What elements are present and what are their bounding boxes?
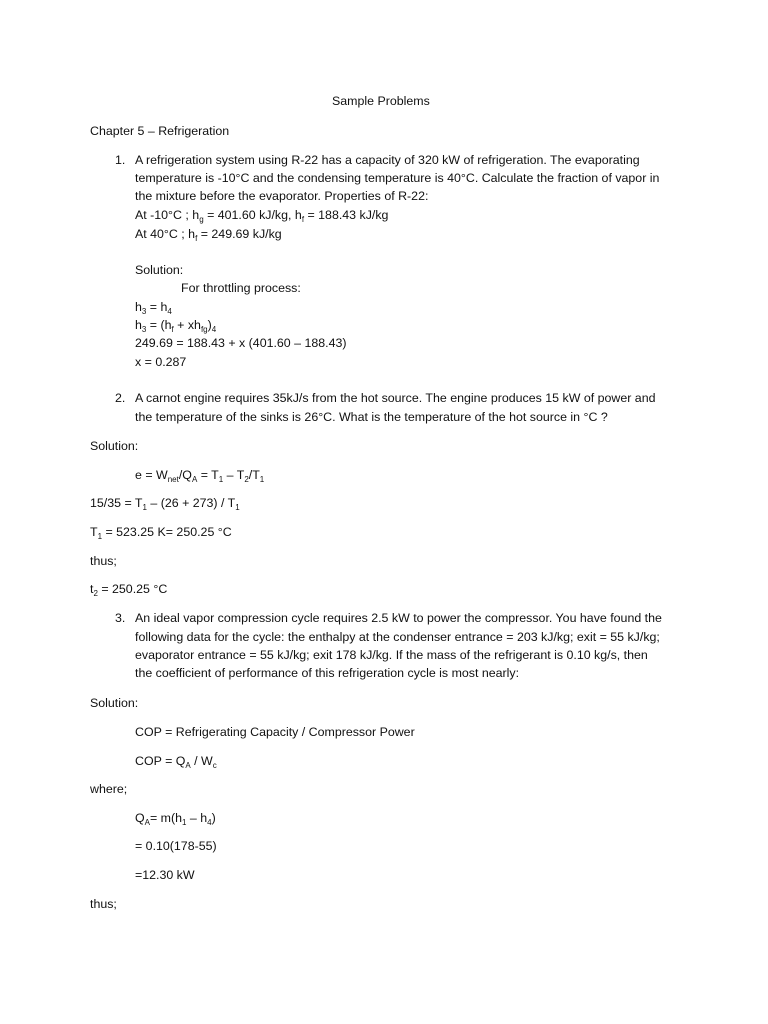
- process-label: For throttling process:: [181, 281, 301, 295]
- equation: COP = $Q_A / W_c$: [135, 754, 217, 770]
- thus-label: thus;: [90, 897, 117, 911]
- solution-label: Solution:: [90, 696, 139, 710]
- property-line: At -10°C ; $h_g = 401.60$ kJ/kg, $h_f = 188.43$ kJ/kg: [135, 208, 389, 224]
- equation: COP = Refrigerating Capacity / Compressor Power: [135, 725, 415, 739]
- problem-text-line: temperature is -10°C and the condensing temperature is 40°C. Calculate the fraction of vapor in: [135, 171, 660, 185]
- problem-text-line: A carnot engine requires 35kJ/s from the hot source. The engine produces 15 kW of power and: [135, 391, 656, 405]
- where-label: where;: [90, 782, 128, 796]
- problem-text-line: following data for the cycle: the enthalpy at the condenser entrance = 203 kJ/kg; exit = 55 kJ/kg;: [135, 630, 660, 644]
- problem-text-line: evaporator entrance = 55 kJ/kg; exit 178 kJ/kg. If the mass of the refrigerant is 0.10 kg/s, then: [135, 648, 648, 662]
- solution-label: Solution:: [90, 439, 139, 453]
- problem-number: 3.: [115, 611, 126, 625]
- equation: $T_1 = 523.25$ K= 250.25 °C: [90, 525, 232, 541]
- equation: $15/35 = T_1 - (26 + 273) / T_1$: [90, 496, 240, 512]
- equation: x = 0.287: [135, 355, 187, 369]
- problem-text-line: the mixture before the evaporator. Properties of R-22:: [135, 189, 429, 203]
- equation: $t_2 = 250.25$ °C: [90, 582, 168, 598]
- thus-label: thus;: [90, 554, 117, 568]
- equation: $h_3 = (h_f + xh_{fg})_4$: [135, 318, 217, 334]
- equation: =12.30 kW: [135, 868, 195, 882]
- problem-text-line: A refrigeration system using R-22 has a capacity of 320 kW of refrigeration. The evaporating: [135, 153, 640, 167]
- chapter-heading: Chapter 5 – Refrigeration: [90, 124, 230, 138]
- property-line: At 40°C ; $h_f = 249.69$ kJ/kg: [135, 227, 282, 243]
- equation: = 0.10(178-55): [135, 839, 217, 853]
- equation: $Q_A= m(h_1 - h_4)$: [135, 811, 216, 827]
- problem-number: 1.: [115, 153, 126, 167]
- equation: $e = W_{net}/Q_A = T_1 - T_2/T_1$: [135, 468, 265, 484]
- equation: $h_3 = h_4$: [135, 300, 172, 316]
- page-title: Sample Problems: [332, 94, 430, 108]
- problem-text-line: the temperature of the sinks is 26°C. What is the temperature of the hot source in °C ?: [135, 410, 608, 424]
- problem-number: 2.: [115, 391, 126, 405]
- problem-text-line: the coefficient of performance of this refrigeration cycle is most nearly:: [135, 666, 520, 680]
- problem-text-line: An ideal vapor compression cycle requires 2.5 kW to power the compressor. You have found the: [135, 611, 662, 625]
- equation: 249.69 = 188.43 + x (401.60 – 188.43): [135, 336, 347, 350]
- solution-label: Solution:: [135, 263, 184, 277]
